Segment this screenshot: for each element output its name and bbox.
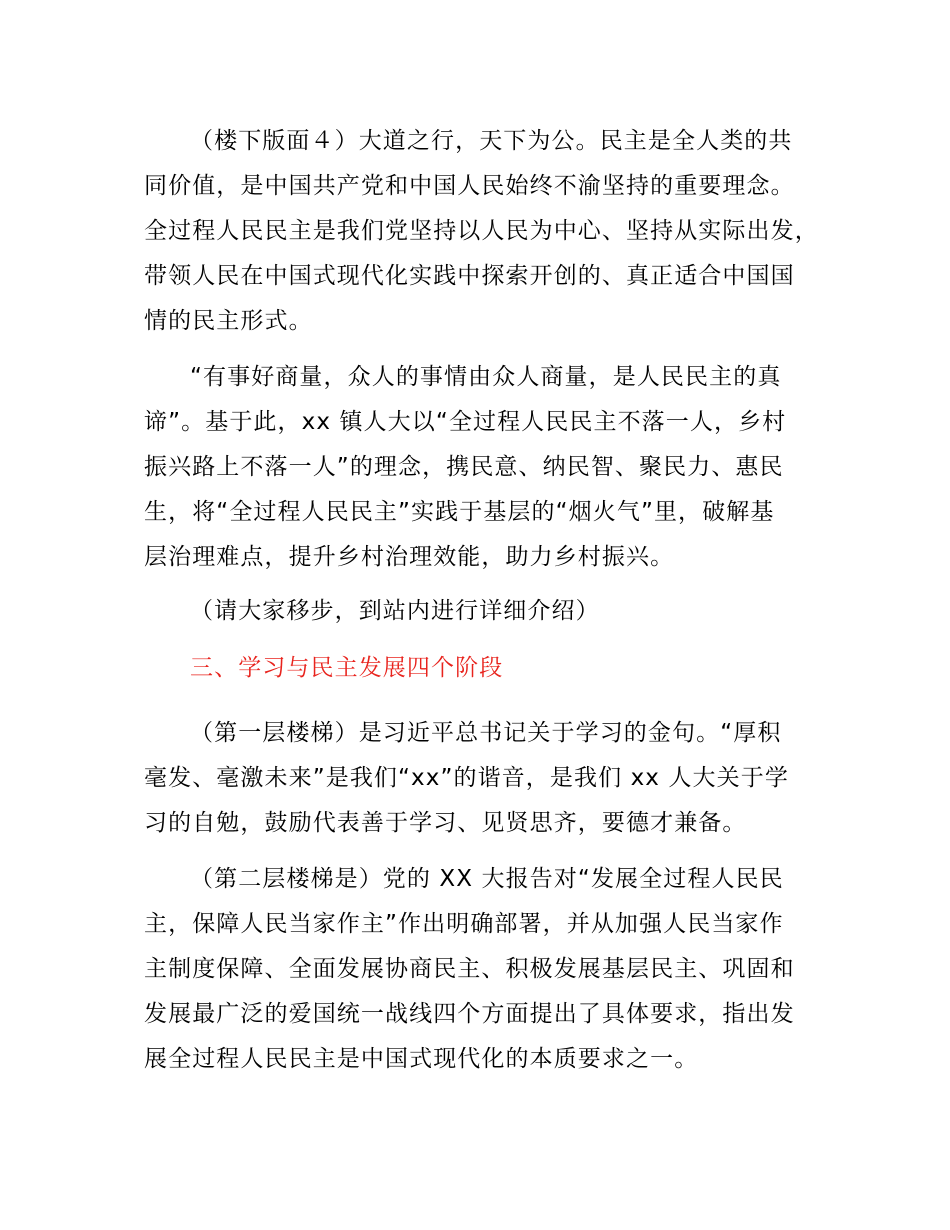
text-line: 情的民主形式。 bbox=[144, 308, 313, 334]
text-line: 展全过程人民民主是中国式现代化的本质要求之一。 bbox=[144, 1046, 699, 1072]
text-line: “有事好商量，众人的事情由众人商量，是人民民主的真 bbox=[190, 364, 782, 390]
text-line: （第一层楼梯）是习近平总书记关于学习的金句。“厚积 bbox=[190, 720, 782, 746]
text-line: （请大家移步，到站内进行详细介绍） bbox=[190, 598, 600, 624]
text-line: 习的自勉，鼓励代表善于学习、见贤思齐，要德才兼备。 bbox=[144, 810, 747, 836]
text-line: 发展最广泛的爱国统一战线四个方面提出了具体要求，指出发 bbox=[144, 1001, 795, 1027]
text-line: 毫发、毫激未来”是我们“xx”的谐音，是我们 xx 人大关于学 bbox=[144, 765, 789, 791]
text-line: （楼下版面４）大道之行，天下为公。民主是全人类的共 bbox=[190, 128, 793, 154]
text-line: （第二层楼梯是）党的 XX 大报告对“发展全过程人民民 bbox=[190, 866, 784, 892]
text-line: 带领人民在中国式现代化实践中探索开创的、真正适合中国国 bbox=[144, 263, 795, 289]
text-line: 振兴路上不落一人”的理念，携民意、纳民智、聚民力、惠民 bbox=[144, 454, 784, 480]
text-line: 生，将“全过程人民民主”实践于基层的“烟火气”里，破解基 bbox=[144, 499, 775, 525]
heading-line: 三、学习与民主发展四个阶段 bbox=[190, 655, 504, 681]
text-line: 全过程人民民主是我们党坚持以人民为中心、坚持从实际出发， bbox=[144, 218, 819, 244]
text-line: 层治理难点，提升乡村治理效能，助力乡村振兴。 bbox=[144, 544, 675, 570]
text-line: 主制度保障、全面发展协商民主、积极发展基层民主、巩固和 bbox=[144, 956, 795, 982]
text-line: 主，保障人民当家作主”作出明确部署，并从加强人民当家作 bbox=[144, 911, 784, 937]
text-line: 谛”。基于此，xx 镇人大以“全过程人民民主不落一人，乡村 bbox=[144, 409, 787, 435]
text-line: 同价值，是中国共产党和中国人民始终不渝坚持的重要理念。 bbox=[144, 173, 795, 199]
